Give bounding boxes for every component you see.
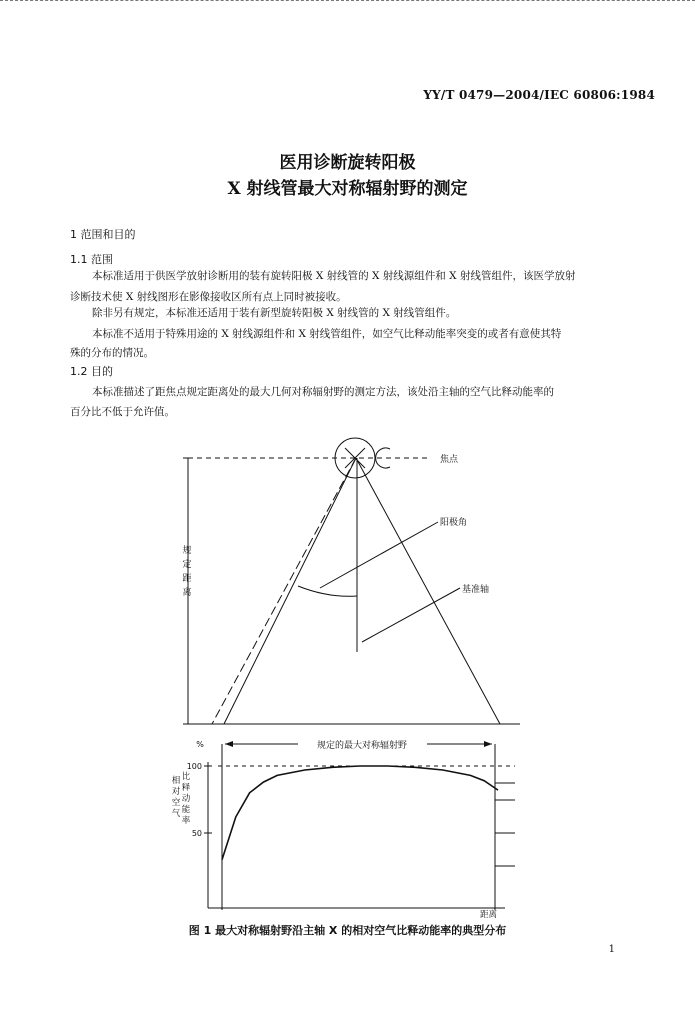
- figure-caption: 图 1 最大对称辐射野沿主轴 X 的相对空气比释动能率的典型分布: [188, 924, 507, 937]
- section-1-heading: 1 范围和目的: [70, 228, 136, 241]
- label-kerma-rate-3: 动: [181, 794, 191, 804]
- label-specified-distance-1: 规: [182, 546, 192, 556]
- label-relative-air-1: 相: [171, 776, 181, 786]
- label-specified-distance-4: 离: [182, 588, 192, 598]
- label-relative-air-2: 对: [171, 787, 181, 797]
- kerma-rate-curve: [222, 766, 498, 860]
- label-specified-distance-3: 距: [182, 574, 192, 584]
- max-field-arrowhead-right: [484, 741, 492, 747]
- scope-paragraph-3-line-1: 本标准不适用于特殊用途的 X 射线源组件和 X 射线管组件，如空气比释动能率突变的或者有意使其特: [92, 328, 562, 340]
- label-anode-angle: 阳极角: [440, 518, 468, 528]
- ytick-label-100: 100: [186, 762, 202, 771]
- label-reference-axis: 基准轴: [462, 585, 490, 595]
- ytick-label-50: 50: [191, 829, 202, 838]
- anode-angle-leader: [320, 522, 438, 588]
- anode-edge-dashed: [212, 458, 356, 724]
- anode-angle-arc: [298, 586, 357, 596]
- label-specified-distance-2: 定: [182, 560, 192, 570]
- chart-y-unit: %: [196, 740, 204, 749]
- title-line-1: 医用诊断旋转阳极: [279, 153, 416, 173]
- scope-paragraph-2: 除非另有规定，本标准还适用于装有新型旋转阳极 X 射线管的 X 射线管组件。: [92, 307, 457, 319]
- label-kerma-rate-1: 比: [181, 772, 191, 782]
- label-focus: 焦点: [440, 455, 459, 465]
- field-edge-left: [224, 458, 356, 724]
- standard-number: YY/T 0479—2004/IEC 60806:1984: [423, 88, 655, 102]
- scope-paragraph-1-line-1: 本标准适用于供医学放射诊断用的装有旋转阳极 X 射线管的 X 射线源组件和 X 射线管组件，该医学放射: [92, 270, 576, 282]
- max-field-arrowhead-left: [225, 741, 233, 747]
- reference-axis-leader: [362, 588, 460, 642]
- purpose-paragraph-line-1: 本标准描述了距焦点规定距离处的最大几何对称辐射野的测定方法，该处沿主轴的空气比释动能率的: [92, 386, 554, 398]
- label-kerma-rate-4: 能: [181, 805, 191, 815]
- purpose-paragraph-line-2: 百分比不低于允许值。: [70, 406, 175, 418]
- label-max-symmetric-field: 规定的最大对称辐射野: [316, 741, 408, 751]
- section-1-1-heading: 1.1 范围: [70, 253, 113, 266]
- label-relative-air-4: 气: [171, 809, 181, 819]
- label-x-axis-distance: 距离: [480, 910, 498, 920]
- title-line-2: X 射线管最大对称辐射野的测定: [227, 179, 468, 199]
- page-number: 1: [608, 944, 615, 955]
- label-kerma-rate-2: 释: [181, 783, 191, 793]
- scope-paragraph-1-line-2: 诊断技术使 X 射线图形在影像接收区所有点上同时被接收。: [70, 291, 347, 303]
- scope-paragraph-3-line-2: 殊的分布的情况。: [70, 347, 154, 359]
- section-1-2-heading: 1.2 目的: [70, 365, 113, 378]
- label-kerma-rate-5: 率: [181, 816, 191, 826]
- label-relative-air-3: 空: [171, 798, 181, 808]
